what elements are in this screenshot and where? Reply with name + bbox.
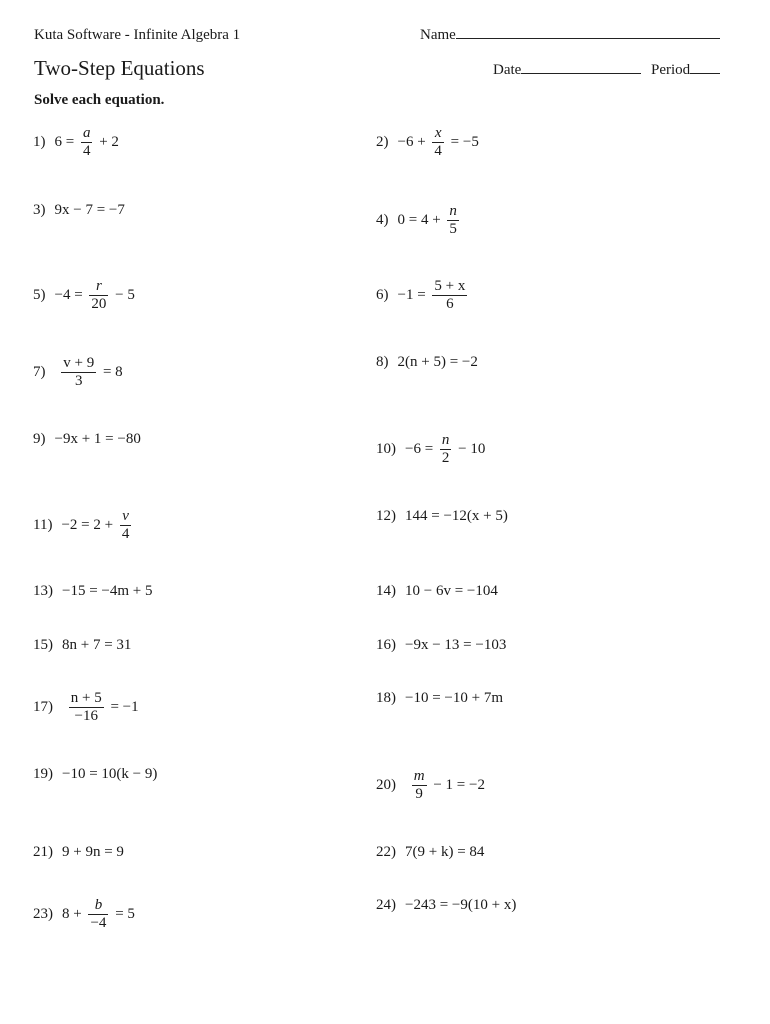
date-label: Date [493, 62, 522, 78]
problem-2: 2) −6 + $\frac{x}{4}$ = −5 [376, 125, 479, 159]
page-title: Two-Step Equations [34, 56, 205, 80]
problem-14: 14) 10 − 6v = −104 [376, 583, 498, 599]
instructions: Solve each equation. [34, 92, 165, 108]
fraction: $\frac{a}{4}$ [82, 125, 91, 159]
fraction: $\frac{m}{9}$ [413, 768, 425, 802]
period-label: Period [651, 62, 691, 78]
date-line[interactable] [521, 73, 641, 74]
problem-7: 7) $\frac{v + 9}{3}$ = 8 [33, 355, 123, 389]
fraction: $\frac{5 + x}{6}$ [434, 278, 466, 312]
problem-6: 6) −1 = $\frac{5 + x}{6}$ [376, 278, 466, 312]
problem-22: 22) 7(9 + k) = 84 [376, 844, 485, 860]
fraction: $\frac{x}{4}$ [434, 125, 442, 159]
period-field[interactable] [651, 62, 720, 79]
period-line[interactable] [690, 73, 720, 74]
problem-20: 20) $\frac{m}{9}$ − 1 = −2 [376, 768, 485, 802]
problem-9: 9) −9x + 1 = −80 [33, 431, 141, 447]
fraction: $\frac{b}{-4}$ [90, 897, 107, 931]
fraction: $\frac{v + 9}{3}$ [63, 355, 95, 389]
date-field[interactable] [493, 62, 641, 79]
problem-24: 24) −243 = −9(10 + x) [376, 897, 517, 913]
problem-10: 10) −6 = $\frac{n}{2}$ − 10 [376, 432, 486, 466]
fraction: $\frac{n}{5}$ [449, 203, 457, 237]
name-line[interactable] [456, 38, 720, 39]
name-label: Name [420, 27, 456, 43]
problem-13: 13) −15 = −4m + 5 [33, 583, 153, 599]
problem-4: 4) 0 = 4 + $\frac{n}{5}$ [376, 203, 457, 237]
fraction: $\frac{r}{20}$ [91, 278, 107, 312]
problem-5: 5) −4 = $\frac{r}{20}$ − 5 [33, 278, 135, 312]
problem-8: 8) 2(n + 5) = −2 [376, 354, 478, 370]
problem-23: 23) 8 + $\frac{b}{-4}$ = 5 [33, 897, 135, 931]
problem-18: 18) −10 = −10 + 7m [376, 690, 504, 706]
problem-19: 19) −10 = 10(k − 9) [33, 766, 158, 782]
problem-3: 3) 9x − 7 = −7 [33, 202, 125, 218]
name-field[interactable] [420, 27, 720, 44]
problem-21: 21) 9 + 9n = 9 [33, 844, 124, 860]
problem-16: 16) −9x − 13 = −103 [376, 637, 507, 653]
problem-1: 1) 6 = $\frac{a}{4}$ + 2 [33, 125, 119, 159]
problem-11: 11) −2 = 2 + $\frac{v}{4}$ [33, 508, 130, 542]
fraction: $\frac{v}{4}$ [121, 508, 130, 542]
problem-12: 12) 144 = −12(x + 5) [376, 508, 508, 524]
source-label: Kuta Software - Infinite Algebra 1 [34, 27, 241, 43]
problem-17: 17) $\frac{n + 5}{-16}$ = −1 [33, 690, 139, 724]
problem-15: 15) 8n + 7 = 31 [33, 637, 132, 653]
fraction: $\frac{n}{2}$ [441, 432, 450, 466]
fraction: $\frac{n + 5}{-16}$ [70, 690, 102, 724]
